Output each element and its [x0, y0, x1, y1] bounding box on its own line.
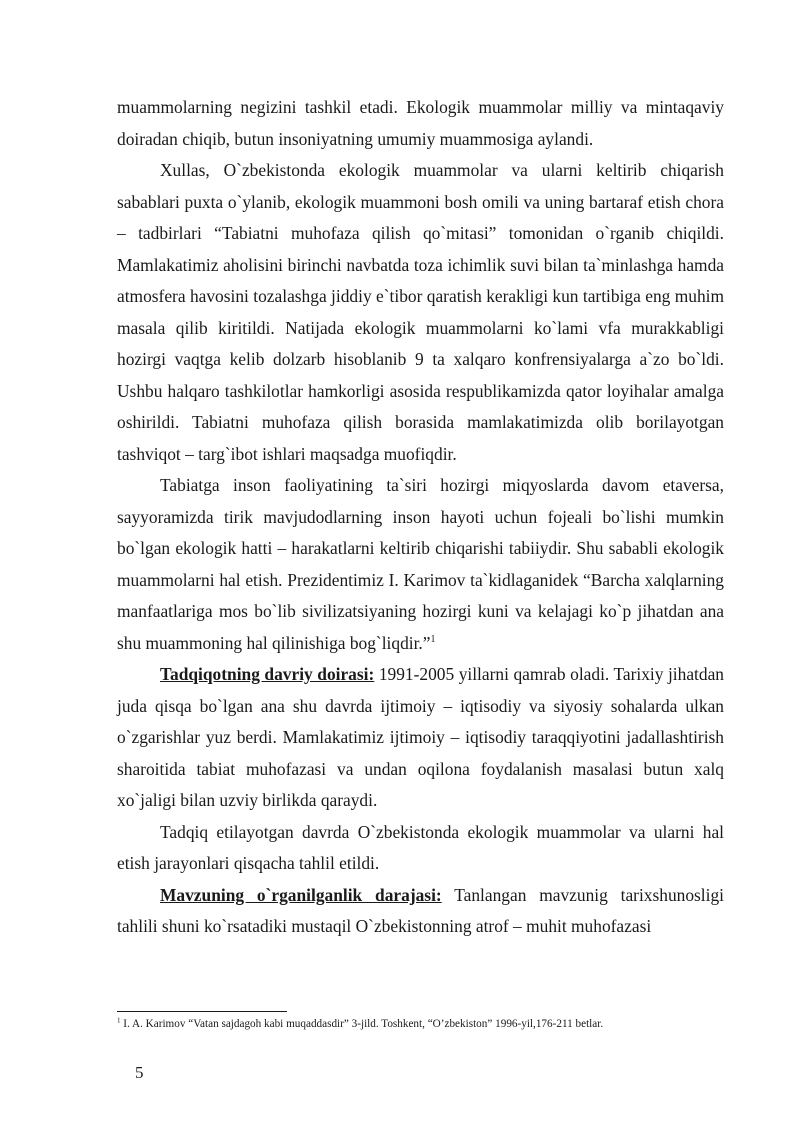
paragraph-5-text: Tadqiq etilayotgan davrda O`zbekistonda ekologik muammolar va ularni hal etish jarayonlari qisqacha tahlil etildi.: [117, 821, 724, 873]
paragraph-2-text: Xullas, O`zbekistonda ekologik muammolar va ularni keltirib chiqarish sabablari puxta o`ylanib, ekologik muammoni bosh omili va uning bartaraf etish chora – tadbirlari “Tabiatni muhofaza qilish qo`mitasi” tomonidan o`rganib chiqildi. Mamlakatimiz aholisini birinchi navbatda toza ichimlik suvi bilan ta`minlashga hamda atmosfera havosini tozalashga jiddiy e`tibor qaratish kerakligi kun tartibiga eng muhim masala qilib kiritildi. Natijada ekologik muammolarni ko`lami vfa murakkabligi hozirgi vaqtga kelib dolzarb hisoblanib 9 ta xalqaro konfrensiyalarga a`zo bo`ldi. Ushbu halqaro tashkilotlar hamkorligi asosida respublikamizda qator loyihalar amalga oshirildi. Tabiatni muhofaza qilish borasida mamlakatimizda olib borilayotgan tashviqot – targ`ibot ishlari maqsadga muofiqdir.: [117, 160, 724, 464]
section-lead-period: Tadqiqotning davriy doirasi:: [160, 664, 375, 684]
footnote-text: I. A. Karimov “Vatan sajdagoh kabi muqaddasdir” 3-jild. Toshkent, “O’zbekiston” 1996-yil,176-211 betlar.: [123, 1018, 604, 1030]
footnote-divider: [117, 1011, 287, 1012]
footnote-reference: 1: [430, 633, 436, 645]
paragraph-5: [117, 817, 724, 880]
paragraph-4-text: 1991-2005 yillarni qamrab oladi. Tarixiy jihatdan juda qisqa bo`lgan ana shu davrda ijtimoiy – iqtisodiy va siyosiy sohalarda ulkan o`zgarishlar yuz berdi. Mamlakatimiz ijtimoiy – iqtisodiy taraqqiyotini jadallashtirish sharoitida tabiat muhofazasi va undan oqilona foydalanish masalasi butun xalq xo`jaligi bilan uzviy birlikda qaraydi.: [117, 664, 724, 810]
paragraph-3: [117, 470, 724, 659]
paragraph-1: [117, 92, 724, 155]
paragraph-2: [117, 155, 724, 470]
paragraph-6-text: Tanlangan mavzunig tarixshunosligi tahlili shuni ko`rsatadiki mustaqil O`zbekistonning atrof – muhit muhofazasi: [117, 884, 724, 936]
footnote: [117, 1017, 727, 1032]
paragraph-3-text: Tabiatga inson faoliyatining ta`siri hozirgi miqyoslarda davom etaversa, sayyoramizda tirik mavjudodlarning inson hayoti uchun fojeali bo`lishi mumkin bo`lgan ekologik hatti – harakatlarni keltirib chiqarishi tabiiydir. Shu sababli ekologik muammolarni hal etish. Prezidentimiz I. Karimov ta`kidlaganidek “Barcha xalqlarning manfaatlariga mos bo`lib sivilizatsiyaning hozirgi kuni va kelajagi ko`p jihatdan ana shu muammoning hal qilinishiga bog`liqdir.”: [117, 475, 724, 653]
paragraph-6: [117, 880, 724, 943]
paragraph-4: [117, 659, 724, 817]
body-text: [117, 92, 724, 943]
footnote-marker: 1: [117, 1016, 121, 1025]
section-lead-study-degree: Mavzuning o`rganilganlik darajasi:: [160, 884, 442, 905]
paragraph-1-text: muammolarning negizini tashkil etadi. Ekologik muammolar milliy va mintaqaviy doiradan chiqib, butun insoniyatning umumiy muammosiga aylandi.: [117, 97, 724, 149]
page-number: 5: [135, 1063, 144, 1082]
